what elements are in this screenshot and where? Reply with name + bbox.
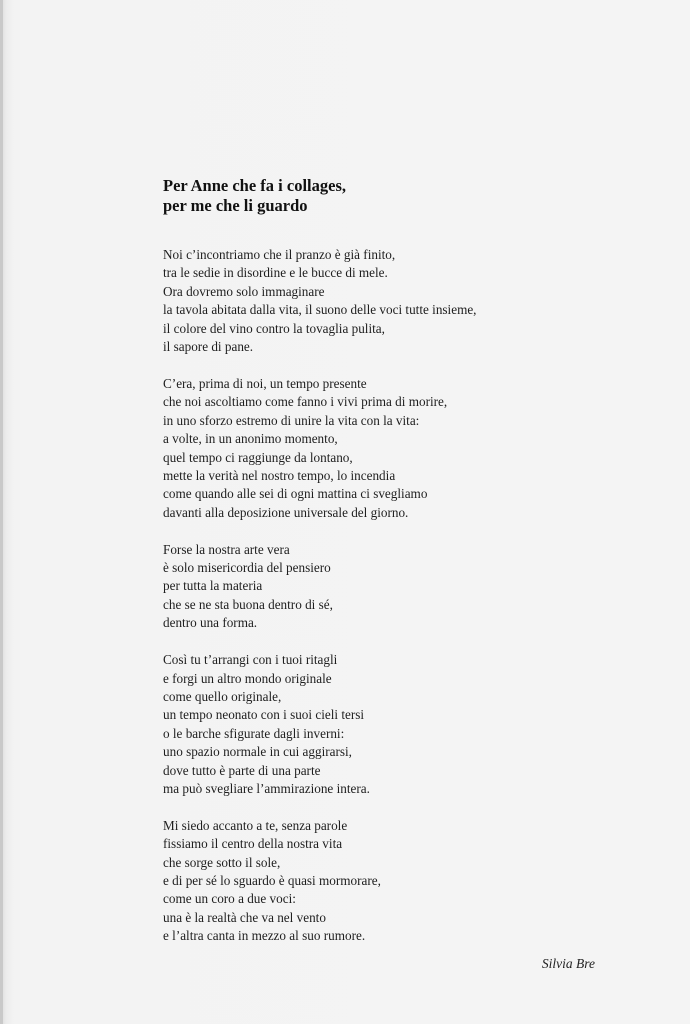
stanza-5	[163, 817, 603, 946]
verse-line: una è la realtà che va nel vento	[163, 909, 326, 925]
verse-line: Forse la nostra arte vera	[163, 541, 290, 557]
stanza-3	[163, 541, 603, 633]
verse-line: davanti alla deposizione universale del giorno.	[163, 504, 409, 520]
page-spine-edge	[0, 0, 3, 1024]
verse-line: e di per sé lo sguardo è quasi mormorare,	[163, 873, 381, 889]
poem-title	[163, 176, 583, 216]
verse-line: tra le sedie in disordine e le bucce di mele.	[163, 265, 388, 281]
stanza-2	[163, 375, 603, 522]
verse-line: che se ne sta buona dentro di sé,	[163, 596, 333, 612]
verse-line: e l’altra canta in mezzo al suo rumore.	[163, 928, 366, 944]
verse-line: come quello originale,	[163, 688, 282, 704]
verse-line: è solo misericordia del pensiero	[163, 560, 331, 576]
verse-line: Mi siedo accanto a te, senza parole	[163, 817, 348, 833]
verse-line: per tutta la materia	[163, 578, 263, 594]
verse-line: dove tutto è parte di una parte	[163, 762, 321, 778]
verse-line: come un coro a due voci:	[163, 891, 296, 907]
stanza-gap	[163, 356, 603, 375]
stanza-gap	[163, 522, 603, 541]
verse-line: il sapore di pane.	[163, 338, 254, 354]
verse-line: ma può svegliare l’ammirazione intera.	[163, 780, 370, 796]
poem-title-line-1: Per Anne che fa i collages,	[163, 176, 346, 195]
stanza-1	[163, 246, 603, 356]
verse-line: come quando alle sei di ogni mattina ci svegliamo	[163, 486, 428, 502]
verse-line: quel tempo ci raggiunge da lontano,	[163, 449, 353, 465]
verse-line: il colore del vino contro la tovaglia pulita,	[163, 320, 385, 336]
verse-line: un tempo neonato con i suoi cieli tersi	[163, 707, 365, 723]
verse-line: la tavola abitata dalla vita, il suono delle voci tutte insieme,	[163, 302, 477, 318]
verse-line: Così tu t’arrangi con i tuoi ritagli	[163, 652, 338, 668]
verse-line: o le barche sfigurate dagli inverni:	[163, 725, 345, 741]
verse-line: C’era, prima di noi, un tempo presente	[163, 375, 367, 391]
verse-line: mette la verità nel nostro tempo, lo incendia	[163, 467, 396, 483]
verse-line: Noi c’incontriamo che il pranzo è già finito,	[163, 247, 396, 262]
stanza-gap	[163, 798, 603, 817]
verse-line: che sorge sotto il sole,	[163, 854, 281, 870]
verse-line: Ora dovremo solo immaginare	[163, 283, 325, 299]
stanza-gap	[163, 633, 603, 652]
stanza-4	[163, 651, 603, 798]
poem-body	[163, 246, 603, 946]
poem-author: Silvia Bre	[541, 956, 595, 971]
verse-line: e forgi un altro mondo originale	[163, 670, 332, 686]
verse-line: uno spazio normale in cui aggirarsi,	[163, 744, 352, 760]
verse-line: dentro una forma.	[163, 615, 258, 631]
verse-line: a volte, in un anonimo momento,	[163, 431, 338, 447]
verse-line: in uno sforzo estremo di unire la vita con la vita:	[163, 412, 420, 428]
poem-title-line-2: per me che li guardo	[163, 196, 308, 215]
verse-line: fissiamo il centro della nostra vita	[163, 836, 343, 852]
verse-line: che noi ascoltiamo come fanno i vivi prima di morire,	[163, 394, 448, 410]
